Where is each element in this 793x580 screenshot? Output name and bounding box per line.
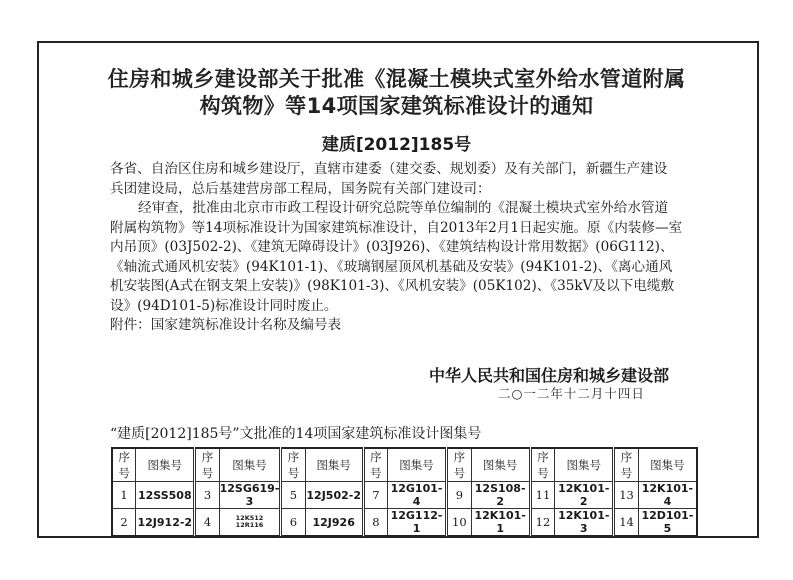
header-code: 图集号: [219, 448, 281, 482]
body-line: 内吊顶》(03J502-2)、《建筑无障碍设计》(03J926)、《建筑结构设计常用数据》(06G112)、: [110, 239, 674, 255]
body-line: 兵团建设局，总后基建营房部工程局，国务院有关部门建设司：: [110, 180, 491, 197]
cell-no: 6: [281, 509, 305, 537]
cell-code: 12K101-3: [555, 509, 614, 537]
header-code: 图集号: [471, 448, 530, 482]
cell-code: 12J912-2: [136, 509, 195, 537]
cell-code: 12S108-2: [471, 482, 530, 509]
header-no: 序号: [447, 448, 472, 482]
issue-date: 二○一二年十二月十四日: [498, 386, 645, 401]
attachment-line: 附件：国家建筑标准设计名称及编号表: [110, 317, 342, 333]
cell-code: 12K101-2: [555, 482, 614, 509]
header-code: 图集号: [638, 448, 697, 482]
body-line: 设》(94D101-5)标准设计同时废止。: [110, 297, 338, 314]
cell-no: 14: [614, 509, 639, 537]
cell-code: 12SG619-3: [219, 482, 280, 508]
body-line: 附属构筑物》等14项标准设计为国家建筑标准设计，自2013年2月1日起实施。原《内装修—室: [110, 219, 683, 236]
cell-code: 12G101-4: [387, 482, 446, 509]
notice-title-line-2: 构筑物》等14项国家建筑标准设计的通知: [199, 94, 594, 118]
cell-no: 13: [614, 482, 639, 509]
header-no: 序号: [281, 448, 305, 482]
cell-code: 12D101-5: [638, 509, 697, 537]
cell-no: 4: [195, 509, 219, 537]
header-code: 图集号: [136, 448, 195, 482]
cell-no: 12: [530, 509, 555, 537]
notice-title-line-1: 住房和城乡建设部关于批准《混凝土模块式室外给水管道附属: [107, 67, 686, 91]
cell-no: 7: [363, 482, 387, 509]
header-no: 序号: [112, 448, 136, 482]
header-no: 序号: [614, 448, 639, 482]
notice-body: [110, 160, 700, 336]
cell-no: 1: [112, 482, 136, 509]
table-row: [112, 482, 697, 509]
table-header-row: [112, 448, 697, 482]
cell-no: 11: [530, 482, 555, 509]
cell-code: 12SS508: [136, 482, 195, 509]
body-line: 《轴流式通风机安装》(94K101-1)、《玻璃钢屋顶风机基础及安装》(94K101-2)、《离心通风: [110, 258, 673, 275]
cell-no: 3: [195, 482, 219, 509]
cell-code: 12K101-4: [638, 482, 697, 509]
table-caption: “建质[2012]185号”文批准的14项国家建筑标准设计图集号: [110, 426, 482, 442]
header-no: 序号: [530, 448, 555, 482]
cell-code: 12J502-2: [305, 482, 363, 509]
header-no: 序号: [363, 448, 387, 482]
header-no: 序号: [195, 448, 219, 482]
cell-no: 10: [447, 509, 472, 537]
body-line: 经审查，批准由北京市市政工程设计研究总院等单位编制的《混凝土模块式室外给水管道: [138, 200, 669, 216]
cell-no: 8: [363, 509, 387, 537]
document-number: 建质[2012]185号: [321, 135, 472, 155]
atlas-number-table: [111, 447, 698, 537]
header-code: 图集号: [305, 448, 363, 482]
header-code: 图集号: [555, 448, 614, 482]
cell-no: 9: [447, 482, 472, 509]
cell-code: 12G112-1: [387, 509, 446, 537]
cell-code: 12K101-1: [471, 509, 530, 537]
body-line: 各省、自治区住房和城乡建设厅，直辖市建委（建交委、规划委）及有关部门，新疆生产建设: [110, 161, 668, 177]
body-line: 机安装图(A式在钢支架上安装)》(98K101-3)、《风机安装》(05K102)、《35kV及以下电缆敷: [110, 278, 675, 294]
header-code: 图集号: [387, 448, 446, 482]
issuer-signature: 中华人民共和国住房和城乡建设部: [429, 366, 670, 385]
cell-no: 2: [112, 509, 136, 537]
table-row: [112, 509, 697, 537]
cell-code-multi: 12K512 12R116: [219, 509, 281, 537]
cell-code: 12J926: [305, 509, 363, 537]
cell-no: 5: [281, 482, 305, 509]
